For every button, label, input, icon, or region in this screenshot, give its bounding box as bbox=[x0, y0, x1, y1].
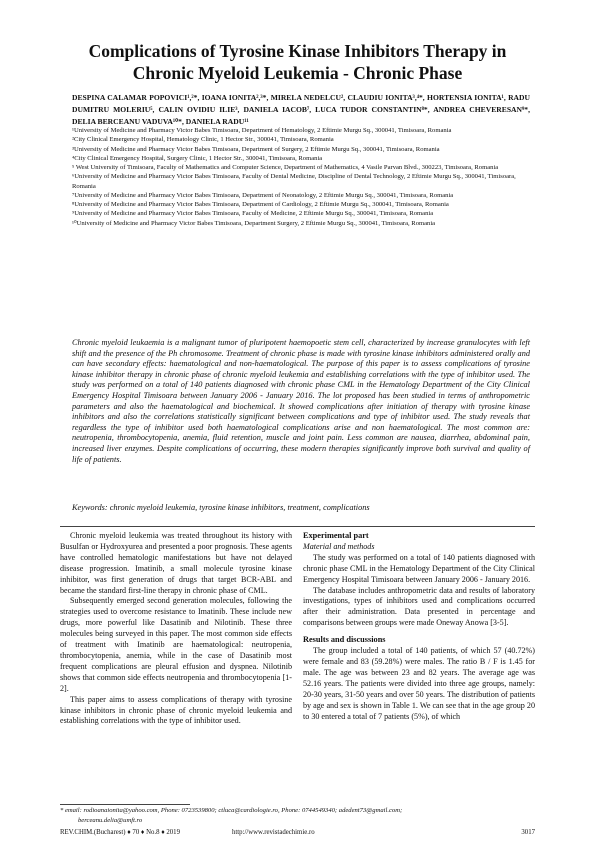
body-paragraph: Subsequently emerged second generation molecules, following the strategies used to overcome resistance to Imatinib. These include new drugs, more powerful like Dasatinib and Nilotinib. These three molecules being surveyed in this paper. The most common side effects of treatment with Imatinib are haematological: neutropenia, thrombocytopenia, anemia, while in the case of Dasatinib most frequent complications are pleural effusion and dyspnea. Nilotinib shows that common side effects neutropenia and thrombocytopenia [1-2]. bbox=[60, 596, 292, 693]
keywords: Keywords: chronic myeloid leukemia, tyrosine kinase inhibitors, treatment, complications bbox=[72, 503, 370, 512]
body-paragraph: The group included a total of 140 patients, of which 57 (40.72%) were female and 83 (59.28%) were males. The ratio B / F is 1.45 for male. The age was between 23 and 82 years. The average age was 52.16 years. The patients were divided into three age groups, namely: 20-30 years, 31-50 years and over 50 years. The distribution of patients by age and sex is shown in Table 1. We can see that in the age group 20 to 30 entered a total of 7 patients (5%), of which bbox=[303, 646, 535, 721]
journal-url: http://www.revistadechimie.ro bbox=[232, 829, 315, 836]
journal-citation: REV.CHIM.(Bucharest) ♦ 70 ♦ No.8 ♦ 2019 bbox=[60, 829, 180, 836]
section-divider bbox=[60, 526, 535, 527]
right-column bbox=[303, 531, 535, 722]
footnote-line-2: berceanu.delia@umft.ro bbox=[78, 817, 143, 824]
section-heading-experimental: Experimental part bbox=[303, 531, 369, 540]
affiliation-item: ⁹University of Medicine and Pharmacy Victor Babes Timisoara, Faculty of Medicine, 2 Eftimie Murgu Sq., 300041, Timisoara, Romania bbox=[72, 210, 434, 218]
affiliation-item: ⁸University of Medicine and Pharmacy Victor Babes Timisoara, Department of Cardiology, 2 Eftimie Murgu Sq., 300041, Timisoara, Romania bbox=[72, 201, 449, 208]
body-paragraph: The study was performed on a total of 140 patients diagnosed with chronic phase CML in the Hematology Department of the City Clinical Emergency Hospital Timisoara between January 2006 - January 2016. bbox=[303, 552, 535, 584]
subsection-heading-methods: Material and methods bbox=[303, 541, 375, 551]
footnote bbox=[60, 806, 535, 826]
page-number: 3017 bbox=[521, 829, 535, 836]
affiliation-item: ⁵ West University of Timisoara, Faculty of Mathematics and Computer Science, Department of Mathematics, 4 Vasile Parvan Blvd., 300223, Timisoara, Romania bbox=[72, 164, 499, 171]
affiliation-item: ¹⁰University of Medicine and Pharmacy Victor Babes Timisoara, Department Surgery, 2 Eftimie Murgu Sq., 300041, Timisoara, Romania bbox=[72, 219, 436, 227]
affiliation-item: ⁴City Clinical Emergency Hospital, Surgery Clinic, 1 Hector Str., 300041, Timisoara, Romania bbox=[72, 154, 323, 162]
title-line-2: Chronic Myeloid Leukemia - Chronic Phase bbox=[132, 63, 463, 83]
author-list: DESPINA CALAMAR POPOVICI¹,²*, IOANA IONITA²,³*, MIRELA NEDELCU², CLAUDIU IONITA³,⁴*, HORTENSIA IONITA¹, RADU DUMITRU MOLERIU⁵, CALIN OVIDIU ILIE³, DANIELA IACOB⁷, LUCA TUDOR CONSTANTIN⁸*, ANDREA CHEVERESAN⁹*, DELIA BERCEANU VADUVA¹⁰*, DANIELA RADU¹¹ bbox=[72, 93, 530, 127]
body-paragraph: The database includes anthropometric data and results of laboratory investigations, types of inhibitors used and complications occurred after their administration. Data presented in percentage and comparisons between groups were made Oneway Anowa [3-5]. bbox=[303, 585, 535, 628]
section-heading-results: Results and discussions bbox=[303, 635, 386, 645]
footnote-divider bbox=[60, 804, 190, 805]
body-paragraph: This paper aims to assess complications of therapy with tyrosine kinase inhibitors in chronic phase of chronic myeloid leukemia and establishing correlations with the type of inhibitor used. bbox=[60, 694, 292, 726]
left-column bbox=[60, 531, 292, 727]
paper-title bbox=[60, 40, 535, 84]
title-line-1: Complications of Tyrosine Kinase Inhibitors Therapy in bbox=[88, 41, 507, 61]
affiliation-item: ⁶University of Medicine and Pharmacy Victor Babes Timisoara, Faculty of Dental Medicine, Discipline of Dental Technology, 2 Eftimie Murgu Sq., 300041, Timisoara, Romania bbox=[72, 173, 516, 190]
affiliation-item: ¹University of Medicine and Pharmacy Victor Babes Timisoara, Department of Hematology, 2 Eftimie Murgu Sq., 300041, Timisoara, Romania bbox=[72, 127, 452, 134]
affiliation-item: ³University of Medicine and Pharmacy Victor Babes Timisoara, Department of Surgery, 2 Eftimie Murgu Sq., 300041, Timisoara, Romania bbox=[72, 145, 440, 153]
body-paragraph: Chronic myeloid leukemia was treated throughout its history with Busulfan or Hydroxyurea and presented a poor prognosis. These agents have controlled hematologic manifestations but have not delayed disease progression. Imatinib, a small molecule tyrosine kinase inhibitor, was first generation of drugs that target BCR-ABL and became the standard first-line therapy in chronic phase of CML. bbox=[60, 531, 292, 595]
affiliation-item: ⁷University of Medicine and Pharmacy Victor Babes Timisoara, Department of Neonatology, 2 Eftimie Murgu Sq., 300041, Timisoara, Romania bbox=[72, 191, 454, 199]
affiliation-item: ²City Clinical Emergency Hospital, Hematology Clinic, 1 Hector Str., 300041, Timisoara, Romania bbox=[72, 136, 334, 144]
affiliations bbox=[72, 126, 532, 228]
abstract: Chronic myeloid leukaemia is a malignant tumor of pluripotent haemopoetic stem cell, characterized by increase granulocytes with left shift and the presence of the Ph chromosome. Treatment of chronic phase is made with tyrosine kinase inhibitors administered orally and can have secondary effects: haematological and non-haematological. The purpose of this paper is to assess complications of tyrosine kinase inhibitor therapy in chronic phase of chronic myeloid leukemia and establishing correlations with the type of inhibitor used. The study was performed on a total of 140 patients diagnosed with chronic phase CML in the Hematology Department of the City Clinical Emergency Hospital Timisoara between January 2006 - January 2016. The lot proposed has been studied in terms of anthropometric parameters and also the haematological and biochemical. It showed complications after initiation of therapy with tyrosine kinase inhibitors and also the correlations statistically significant between complications and type of inhibitor used. The study reveals that regardless the type of inhibitor used both haematological complications arise and non haematological. The most common are: neutropenia, thrombocytopenia, anemia, fluid retention, muscle and joint pain. Less common are nausea, diarrhea, abdominal pain, increased liver enzymes. Despite complications of occurring, these modern therapies significantly improve both survival and quality of life of patients. bbox=[72, 338, 530, 464]
footnote-line-1: * email: rodioanaionita@yahoo.com, Phone: 0723539800; ctluca@cardiologie.ro, Phone: 0744549340; adedent73@gmail.com; bbox=[60, 807, 403, 814]
